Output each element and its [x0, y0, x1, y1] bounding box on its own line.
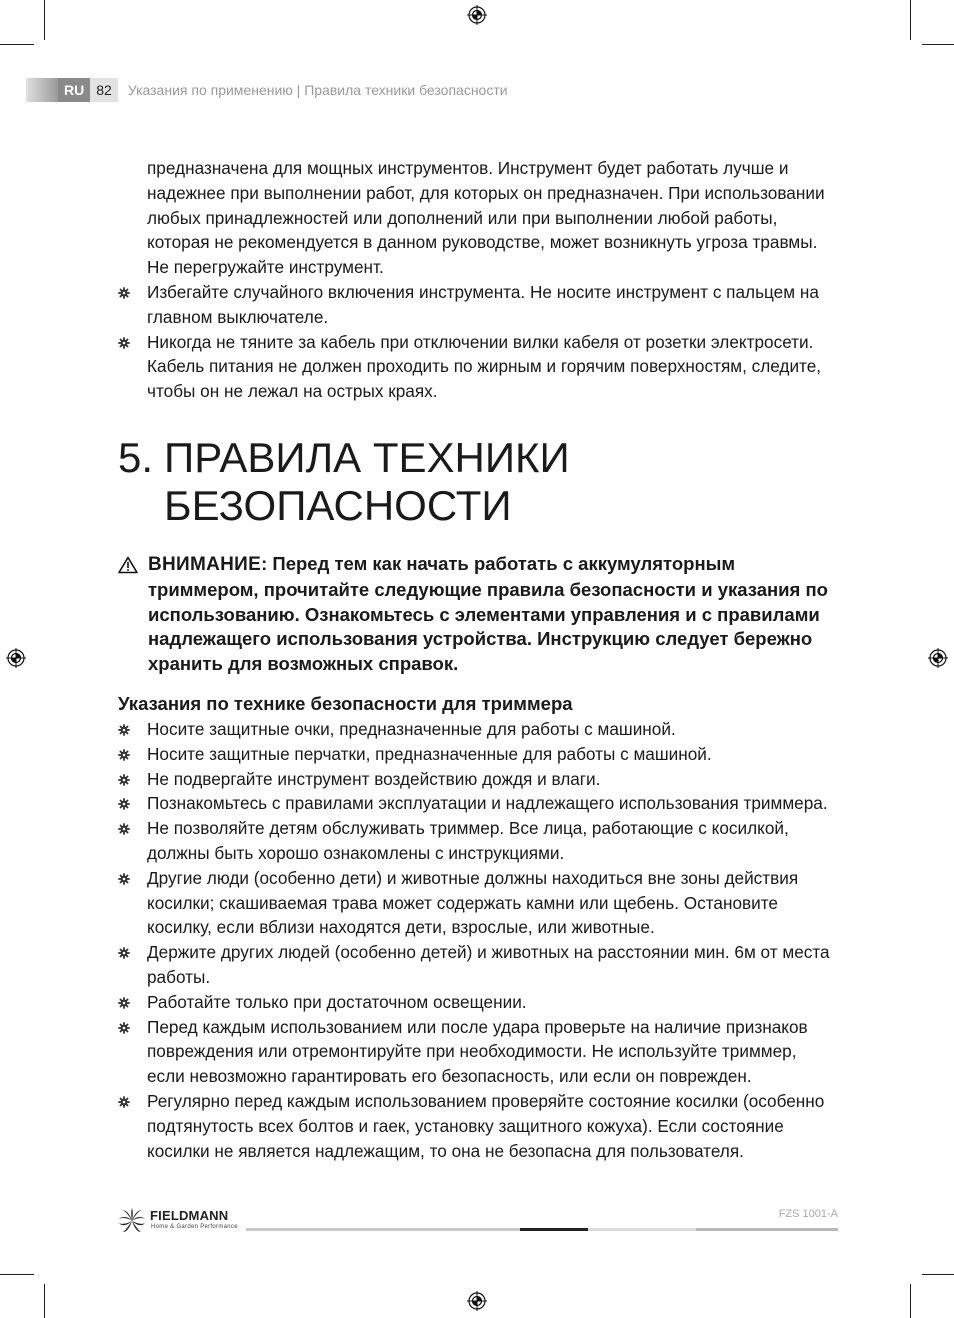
- list-item: [118, 717, 838, 742]
- warning-text: : Перед тем как начать работать с аккумуляторным триммером, прочитайте следующие правила безопасности и указания по использованию. Ознакомьтесь с элементами управления и с правилами надлежащего использования устройства. Инструкцию следует бережно хранить для возможных справок.: [148, 552, 828, 675]
- brand-name: FIELDMANN: [150, 1208, 229, 1223]
- warning-label: ВНИМАНИЕ: [148, 553, 262, 575]
- crop-mark: [44, 1284, 45, 1318]
- list-item: [118, 940, 838, 990]
- intro-bullet-list: [118, 280, 838, 404]
- model-number: FZS 1001-A: [778, 1208, 838, 1220]
- crop-mark: [922, 1274, 954, 1275]
- section-heading: [118, 434, 838, 530]
- crop-mark: [910, 1284, 911, 1318]
- gear-bullet-icon: [118, 774, 130, 786]
- gear-bullet-icon: [118, 798, 130, 810]
- list-item-text: Избегайте случайного включения инструмента. Не носите инструмент с пальцем на главном выключателе.: [147, 281, 819, 327]
- list-item-text: Другие люди (особенно дети) и животные должны находиться вне зоны действия косилки; скашиваемая трава может содержать камни или щебень. Остановите косилку, если вблизи находятся дети, взрослые, или животные.: [147, 867, 799, 938]
- gear-bullet-icon: [118, 337, 130, 349]
- continued-paragraph: предназначена для мощных инструментов. Инструмент будет работать лучше и надежнее при выполнении работ, для которых он предназначен. При использовании любых принадлежностей или дополнений или при выполнении любой работы, которая не рекомендуется в данном руководстве, может возникнуть угроза травмы. Не перегружайте инструмент.: [147, 158, 825, 278]
- warning-notice: [118, 552, 838, 677]
- language-code: RU: [58, 78, 90, 102]
- gear-bullet-icon: [118, 724, 130, 736]
- registration-mark-icon: [467, 5, 487, 25]
- section-title-line2: БЕЗОПАСНОСТИ: [164, 481, 512, 529]
- page-number: 82: [90, 78, 118, 102]
- crop-mark: [0, 1274, 34, 1275]
- gear-bullet-icon: [118, 287, 130, 299]
- list-item-text: Регулярно перед каждым использованием проверяйте состояние косилки (особенно подтянутость всех болтов и гаек, установку защитного кожуха). Если состояние косилки не является надлежащим, то она не безопасна для пользователя.: [147, 1090, 825, 1161]
- running-title: Указания по применению | Правила техники безопасности: [127, 82, 508, 98]
- crop-mark: [922, 44, 954, 45]
- registration-mark-icon: [6, 648, 26, 668]
- footer-line-dark: [520, 1228, 588, 1231]
- fieldmann-fan-logo-icon: [118, 1208, 146, 1234]
- gear-bullet-icon: [118, 947, 130, 959]
- registration-mark-icon: [928, 648, 948, 668]
- safety-bullet-list: [118, 717, 838, 1163]
- list-item: [118, 767, 838, 792]
- gear-bullet-icon: [118, 1022, 130, 1034]
- crop-mark: [910, 0, 911, 40]
- fieldmann-logo: [118, 1208, 248, 1234]
- list-item-text: Держите других людей (особенно детей) и животных на расстоянии мин. 6м от места работы.: [147, 942, 830, 987]
- page-header: [26, 78, 586, 102]
- warning-triangle-icon: [118, 556, 138, 574]
- list-item: [118, 990, 838, 1015]
- page-footer: [118, 1200, 838, 1240]
- footer-line-light: [246, 1228, 520, 1231]
- list-item: [118, 742, 838, 767]
- list-item-text: Носите защитные перчатки, предназначенные для работы с машиной.: [147, 743, 712, 764]
- list-item: [118, 1015, 838, 1089]
- brand-tagline: Home & Garden Performance: [151, 1224, 238, 1230]
- page-content: [118, 156, 838, 1163]
- gear-bullet-icon: [118, 749, 130, 761]
- footer-line-gray: [696, 1228, 838, 1231]
- gear-bullet-icon: [118, 823, 130, 835]
- list-item: [118, 1089, 838, 1163]
- gear-bullet-icon: [118, 997, 130, 1009]
- registration-mark-icon: [467, 1291, 487, 1311]
- list-item: [118, 866, 838, 940]
- list-item: [118, 280, 838, 330]
- list-item-text: Носите защитные очки, предназначенные для работы с машиной.: [147, 718, 676, 739]
- list-item-text: Работайте только при достаточном освещении.: [147, 991, 527, 1012]
- list-item-text: Никогда не тяните за кабель при отключении вилки кабеля от розетки электросети. Кабель питания не должен проходить по жирным и горячим поверхностям, следите, чтобы он не лежал на острых краях.: [147, 331, 822, 402]
- list-item-text: Познакомьтесь с правилами эксплуатации и надлежащего использования триммера.: [147, 793, 828, 814]
- gear-bullet-icon: [118, 873, 130, 885]
- section-number: 5.: [118, 433, 154, 481]
- list-item: [118, 330, 838, 404]
- crop-mark: [44, 0, 45, 40]
- gear-bullet-icon: [118, 1096, 130, 1108]
- crop-mark: [0, 44, 34, 45]
- list-item-text: Не подвергайте инструмент воздействию дождя и влаги.: [147, 768, 601, 789]
- footer-line-mid: [588, 1228, 696, 1231]
- list-item: [118, 816, 838, 866]
- header-gradient-bar: [26, 78, 58, 102]
- list-item-text: Перед каждым использованием или после удара проверьте на наличие признаков повреждения или отремонтируйте при необходимости. Не используйте триммер, если невозможно гарантировать его безопасность, или если он поврежден.: [147, 1016, 808, 1087]
- list-item: [118, 791, 838, 816]
- section-title-line1: ПРАВИЛА ТЕХНИКИ: [164, 433, 570, 481]
- list-item-text: Не позволяйте детям обслуживать триммер. Все лица, работающие с косилкой, должны быть хорошо ознакомлены с инструкциями.: [147, 818, 789, 863]
- subsection-heading: Указания по технике безопасности для триммера: [118, 692, 573, 714]
